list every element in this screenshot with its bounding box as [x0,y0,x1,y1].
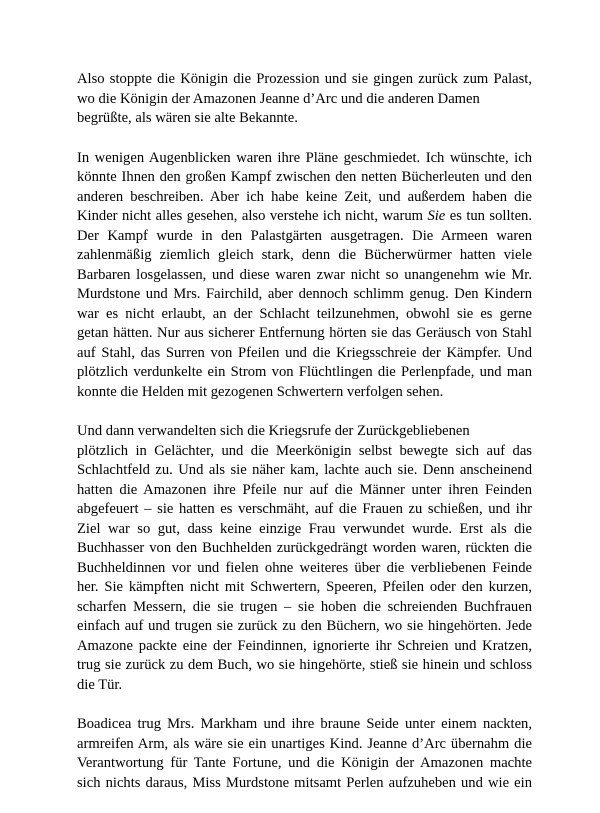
paragraph [77,70,532,129]
text-run: Kinder nicht alles gesehen, also verstehe ich nicht, warum [77,208,428,224]
emphasized-word: Sie [427,208,446,224]
text-line: trug sie zurück zu dem Buch, wo sie hingehörte, stieß sie hinein und schloss [77,657,532,673]
text-line: einfach auf und trugen sie zurück zu den Büchern, wo sie hingehörten. Jede [77,618,532,634]
text-line: Ziel war so gut, dass keine einzige Frau verwundet wurde. Erst als die [77,520,532,537]
text-line: Barbaren losgelassen, und diese waren zwar nicht so unangenehm wie Mr. [77,266,532,283]
text-line: Buchheldinnen vor und fielen ohne weiteres über die verbliebenen Feinde [77,559,532,576]
text-line: plötzlich in Gelächter, und die Meerkönigin selbst bewegte sich auf das [77,442,532,459]
text-line: Murdstone und Mrs. Fairchild, aber dennoch schlimm genug. Den Kindern [77,286,532,302]
text-line: Schlachtfeld zu. Und als sie näher kam, lachte auch sie. Denn anscheinend [77,462,532,478]
text-run: es tun sollten. [445,208,532,224]
text-line: hatten die Amazonen ihre Pfeile nur auf die Männer unter ihren Feinden [77,481,532,498]
text-line: wo die Königin der Amazonen Jeanne d’Arc und die anderen Damen [77,90,480,107]
text-line: getan hätten. Nur aus sicherer Entfernung hörten sie das Geräusch von Stahl [77,325,532,341]
text-line: Amazone packte eine der Feindinnen, ignorierte ihr Schreien und Kratzen, [77,637,532,654]
paragraph [77,422,532,695]
text-line: die Tür. [77,676,123,693]
text-line: konnte die Helden mit gezogenen Schwertern verfolgen sehen. [77,383,444,400]
text-line: zahlenmäßig ziemlich gleich stark, denn die Bücherwürmer hatten viele [77,247,532,263]
text-line: plötzlich verdunkelte ein Strom von Flüchtlingen die Perlenpfade, und man [77,364,532,380]
paragraph [77,715,532,793]
text-line: abgefeuert – sie hatten es verschmäht, auf die Frauen zu schießen, und ihr [77,501,532,517]
paragraph [77,149,532,403]
text-line: auf Stahl, das Surren von Pfeilen und die Kriegsschreie der Kämpfer. Und [77,344,532,361]
text-line: anderen beschreiben. Aber ich habe keine Zeit, und außerdem haben die [77,188,532,205]
text-line: Also stoppte die Königin die Prozession und sie gingen zurück zum Palast, [77,71,532,87]
text-line: sich nichts daraus, Miss Murdstone mitsamt Perlen aufzuheben und wie ein [77,774,532,791]
text-line [77,207,532,227]
text-line: scharfen Messern, die sie trugen – sie hoben die schreienden Buchfrauen [77,598,532,615]
text-line: In wenigen Augenblicken waren ihre Pläne geschmiedet. Ich wünschte, ich [77,149,532,166]
text-line: armreifen Arm, als wäre sie ein unartiges Kind. Jeanne d’Arc übernahm die [77,735,532,752]
text-line: Verantwortung für Tante Fortune, und die Königin der Amazonen machte [77,755,532,771]
text-line: Und dann verwandelten sich die Kriegsrufe der Zurückgebliebenen [77,423,470,439]
text-line: begrüßte, als wären sie alte Bekannte. [77,110,298,126]
document-page [77,70,532,813]
text-line: Buchhasser von den Buchhelden zurückgedrängt worden waren, rückten die [77,540,532,556]
text-line: war es nicht erlaubt, an der Schlacht teilzunehmen, obwohl sie es gerne [77,305,532,322]
text-line: her. Sie kämpften nicht mit Schwertern, Speeren, Pfeilen oder den kurzen, [77,579,532,595]
text-line: Boadicea trug Mrs. Markham und ihre braune Seide unter einem nackten, [77,716,532,732]
text-line: Der Kampf wurde in den Palastgärten ausgetragen. Die Armeen waren [77,227,532,244]
text-line: könnte Ihnen den großen Kampf zwischen den netten Bücherleuten und den [77,169,532,185]
